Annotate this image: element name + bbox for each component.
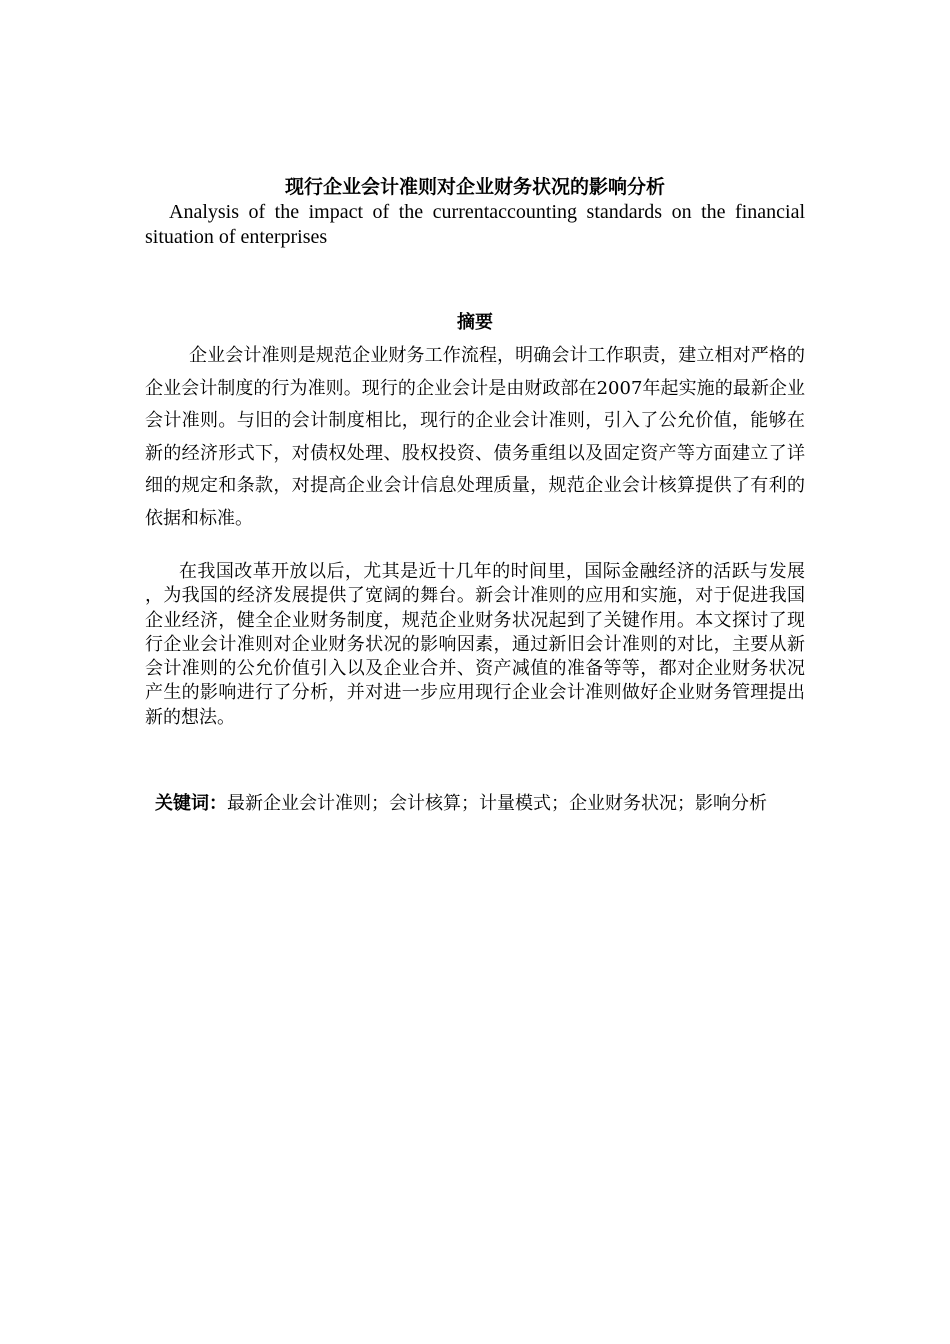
keywords-line [145, 792, 825, 816]
title-english: Analysis of the impact of the currentaccounting standards on the financial situation of enterprises [145, 201, 805, 248]
abstract-paragraph-1: 企业会计准则是规范企业财务工作流程，明确会计工作职责，建立相对严格的企业会计制度的行为准则。现行的企业会计是由财政部在2007年起实施的最新企业会计准则。与旧的会计制度相比，现行的企业会计准则，引入了公允价值，能够在新的经济形式下，对债权处理、股权投资、债务重组以及固定资产等方面建立了详细的规定和条款，对提高企业会计信息处理质量，规范企业会计核算提供了有利的依据和标准。 [145, 345, 805, 529]
abstract-paragraph-2: 在我国改革开放以后，尤其是近十几年的时间里，国际金融经济的活跃与发展，为我国的经济发展提供了宽阔的舞台。新会计准则的应用和实施，对于促进我国企业经济，健全企业财务制度，规范企业财务状况起到了关键作用。本文探讨了现行企业会计准则对企业财务状况的影响因素，通过新旧会计准则的对比，主要从新会计准则的公允价值引入以及企业合并、资产减值的准备等等，都对企业财务状况产生的影响进行了分析，并对进一步应用现行企业会计准则做好企业财务管理提出新的想法。 [145, 561, 805, 728]
keywords-list: 最新企业会计准则；会计核算；计量模式；企业财务状况；影响分析 [227, 793, 767, 814]
abstract-heading: 摘要 [457, 312, 493, 333]
keywords-label: 关键词： [155, 793, 227, 814]
title-chinese: 现行企业会计准则对企业财务状况的影响分析 [284, 176, 665, 198]
